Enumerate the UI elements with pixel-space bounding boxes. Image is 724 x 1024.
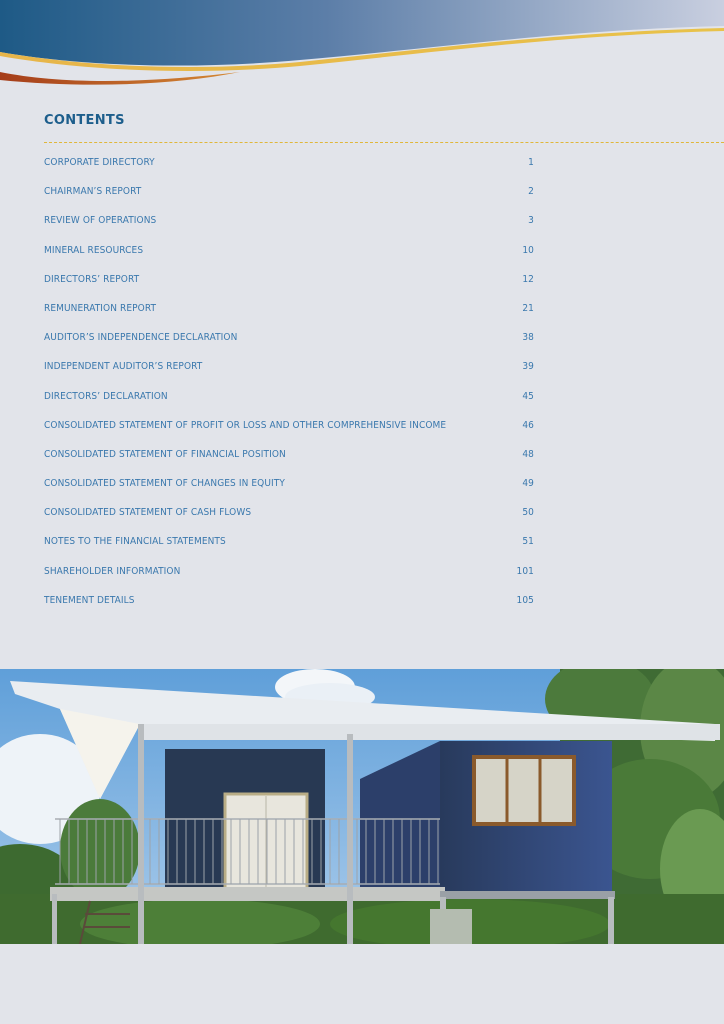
toc-entry-label: REVIEW OF OPERATIONS: [44, 215, 157, 227]
toc-entry[interactable]: [44, 595, 534, 624]
toc-entry-label: CONSOLIDATED STATEMENT OF PROFIT OR LOSS AND OTHER COMPREHENSIVE INCOME: [44, 419, 447, 431]
toc-entry-label: SHAREHOLDER INFORMATION: [44, 565, 181, 577]
toc-entry-page: 38: [522, 332, 534, 344]
toc-entry-label: REMUNERATION REPORT: [44, 302, 157, 314]
toc-entry[interactable]: [44, 303, 534, 332]
toc-entry-page: 39: [522, 361, 534, 373]
toc-entry-label: DIRECTORS’ DECLARATION: [44, 390, 168, 402]
toc-entry-page: 51: [522, 536, 534, 548]
toc-entry-label: CONSOLIDATED STATEMENT OF CHANGES IN EQUITY: [44, 478, 285, 490]
toc-entry-label: CONSOLIDATED STATEMENT OF CASH FLOWS: [44, 507, 252, 519]
toc-entry-page: 101: [516, 565, 534, 577]
toc-entry[interactable]: [44, 449, 534, 478]
toc-entry[interactable]: [44, 478, 534, 507]
toc-entry-page: 46: [522, 419, 534, 431]
toc-entry-label: DIRECTORS’ REPORT: [44, 273, 140, 285]
toc-entry-label: CONSOLIDATED STATEMENT OF FINANCIAL POSITION: [44, 448, 286, 460]
house-photo: [0, 669, 724, 944]
toc-entry[interactable]: [44, 391, 534, 420]
water-tank: [430, 909, 472, 944]
toc-entry-label: INDEPENDENT AUDITOR’S REPORT: [44, 361, 203, 373]
toc-entry-page: 10: [522, 244, 534, 256]
toc-entry-page: 12: [522, 273, 534, 285]
toc-entry[interactable]: [44, 186, 534, 215]
header-banner: [0, 0, 724, 90]
toc-entry[interactable]: [44, 361, 534, 390]
toc-entry-page: 21: [522, 302, 534, 314]
toc-entry[interactable]: [44, 157, 534, 186]
table-of-contents: [44, 157, 534, 624]
toc-entry-label: TENEMENT DETAILS: [44, 594, 135, 606]
toc-entry[interactable]: [44, 507, 534, 536]
toc-entry[interactable]: [44, 274, 534, 303]
deck: [50, 887, 445, 901]
dashed-divider: [44, 142, 724, 143]
toc-entry[interactable]: [44, 215, 534, 244]
toc-entry-page: 3: [528, 215, 534, 227]
toc-entry-label: CHAIRMAN’S REPORT: [44, 186, 142, 198]
toc-entry-label: CORPORATE DIRECTORY: [44, 157, 155, 168]
toc-entry-label: NOTES TO THE FINANCIAL STATEMENTS: [44, 536, 226, 548]
contents-heading: CONTENTS: [44, 113, 125, 128]
toc-entry-page: 50: [522, 507, 534, 519]
toc-entry[interactable]: [44, 332, 534, 361]
toc-entry[interactable]: [44, 245, 534, 274]
toc-entry-page: 49: [522, 478, 534, 490]
toc-entry[interactable]: [44, 566, 534, 595]
toc-entry-page: 2: [528, 186, 534, 198]
toc-entry-label: MINERAL RESOURCES: [44, 244, 144, 256]
toc-entry[interactable]: [44, 536, 534, 565]
window: [474, 757, 574, 824]
toc-entry-page: 48: [522, 448, 534, 460]
toc-entry-page: 1: [528, 157, 534, 168]
toc-entry-label: AUDITOR’S INDEPENDENCE DECLARATION: [44, 332, 238, 344]
toc-entry-page: 105: [516, 594, 534, 606]
toc-entry[interactable]: [44, 420, 534, 449]
orange-swoosh: [0, 72, 240, 85]
toc-entry-page: 45: [522, 390, 534, 402]
